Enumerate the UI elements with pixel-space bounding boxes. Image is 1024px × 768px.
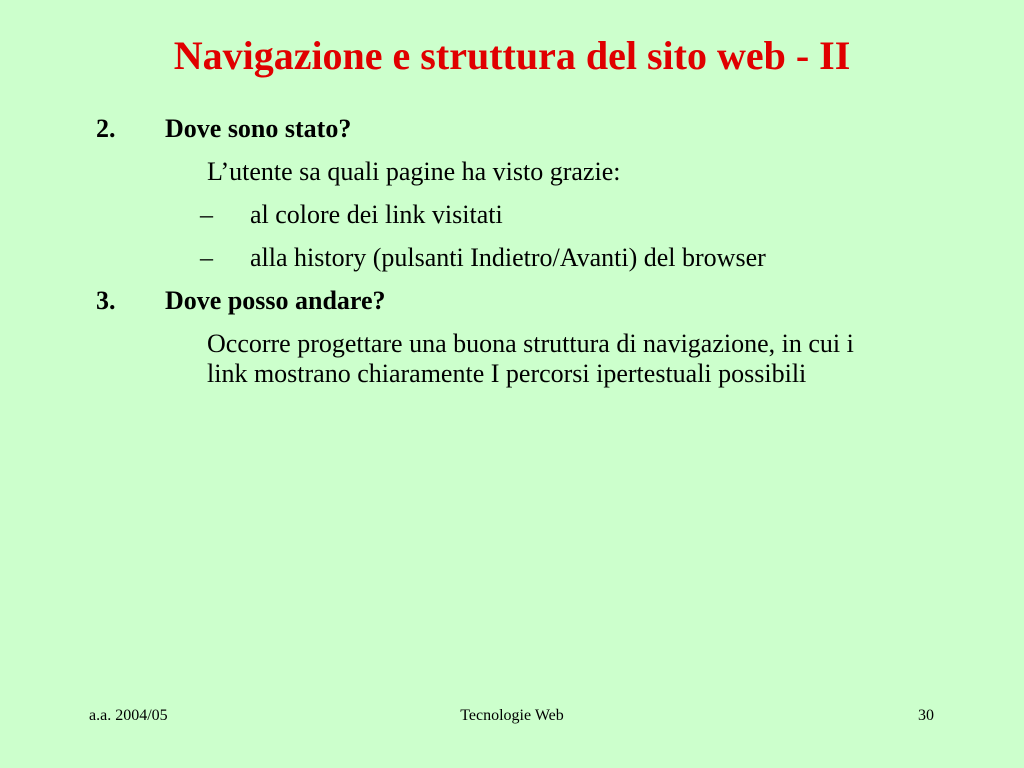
footer-course-title: Tecnologie Web	[460, 707, 564, 724]
dash-bullet	[96, 243, 916, 273]
item-number: 2.	[96, 114, 116, 143]
dash-bullet-text: al colore dei link visitati	[250, 200, 503, 229]
item-heading: Dove sono stato?	[165, 114, 352, 143]
dash-marker: –	[200, 243, 213, 272]
dash-marker: –	[200, 200, 213, 229]
footer-page-number: 30	[918, 707, 934, 724]
footer-academic-year: a.a. 2004/05	[89, 707, 168, 724]
dash-bullet-text: alla history (pulsanti Indietro/Avanti) del browser	[250, 243, 766, 272]
item-paragraph: Occorre progettare una buona struttura di navigazione, in cui i link mostrano chiaramente I percorsi ipertestuali possibili	[207, 329, 854, 388]
slide-title: Navigazione e struttura del sito web - II	[173, 33, 851, 78]
slide-content	[96, 114, 916, 402]
list-item-3	[96, 286, 916, 316]
list-item-2	[96, 114, 916, 144]
dash-bullet	[96, 200, 916, 230]
item-number: 3.	[96, 286, 116, 315]
item-heading: Dove posso andare?	[165, 286, 386, 315]
item-paragraph: L’utente sa quali pagine ha visto grazie:	[207, 157, 621, 186]
